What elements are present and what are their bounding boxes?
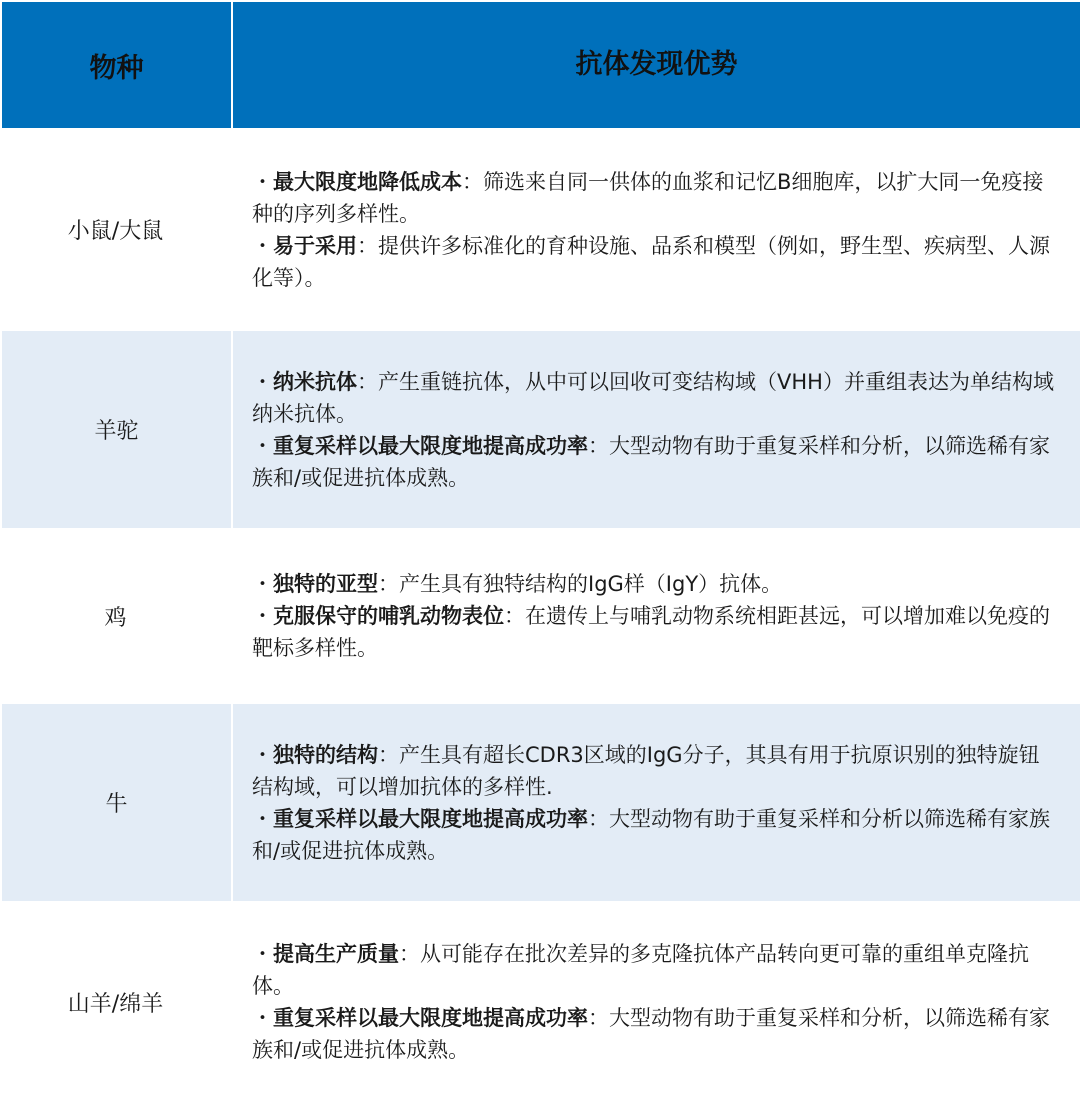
- advantage-text: 从可能存在批次差异的多克隆抗体产品转向更可靠的重组单克隆抗体。: [252, 942, 1029, 998]
- advantages-cell: [233, 704, 1080, 901]
- advantage-term: 提高生产质量: [273, 942, 399, 966]
- advantage-item: [252, 568, 1058, 600]
- advantage-text: 提供许多标准化的育种设施、品系和模型（例如，野生型、疾病型、人源化等）。: [252, 233, 1050, 290]
- advantage-term: 重复采样以最大限度地提高成功率: [273, 1006, 588, 1030]
- separator: ：: [378, 572, 399, 596]
- bullet: ・: [252, 604, 273, 628]
- advantage-term: 独特的亚型: [273, 572, 378, 596]
- bullet: ・: [252, 1006, 273, 1030]
- separator: ：: [462, 169, 483, 194]
- advantages-cell: [233, 331, 1080, 528]
- separator: ：: [504, 604, 525, 628]
- advantage-item: [252, 1002, 1058, 1066]
- bullet: ・: [252, 806, 273, 831]
- bullet: ・: [252, 742, 273, 767]
- table-row: [0, 704, 1080, 901]
- advantage-term: 独特的结构: [273, 742, 378, 767]
- advantage-item: [252, 938, 1058, 1002]
- advantage-term: 重复采样以最大限度地提高成功率: [273, 433, 588, 458]
- advantage-text: 筛选来自同一供体的血浆和记忆B细胞库，以扩大同一免疫接种的序列多样性。: [252, 169, 1044, 226]
- bullet: ・: [252, 572, 273, 596]
- advantage-text: 在遗传上与哺乳动物系统相距甚远，可以增加难以免疫的靶标多样性。: [252, 604, 1050, 660]
- bullet: ・: [252, 233, 273, 258]
- advantage-item: [252, 739, 1058, 803]
- advantage-term: 克服保守的哺乳动物表位: [273, 604, 504, 628]
- advantages-cell: [233, 901, 1080, 1103]
- bullet: ・: [252, 942, 273, 966]
- advantages-cell: [233, 528, 1080, 704]
- bullet: ・: [252, 369, 273, 394]
- separator: ：: [399, 942, 420, 966]
- advantage-item: [252, 230, 1058, 294]
- advantage-item: [252, 166, 1058, 230]
- bullet: ・: [252, 169, 273, 194]
- species-cell: 山羊/绵羊: [67, 991, 164, 1017]
- advantage-item: [252, 600, 1058, 664]
- table-row: [0, 528, 1080, 704]
- advantage-text: 大型动物有助于重复采样和分析以筛选稀有家族和/或促进抗体成熟。: [252, 806, 1050, 863]
- species-cell: 鸡: [104, 605, 127, 631]
- header-advantages: 抗体发现优势: [233, 2, 1080, 128]
- bullet: ・: [252, 433, 273, 458]
- table-row: [0, 901, 1080, 1103]
- advantage-term: 易于采用: [273, 233, 357, 258]
- separator: ：: [588, 433, 609, 458]
- advantages-cell: [233, 128, 1080, 331]
- advantage-text: 大型动物有助于重复采样和分析，以筛选稀有家族和/或促进抗体成熟。: [252, 1006, 1050, 1062]
- advantage-text: 产生重链抗体，从中可以回收可变结构域（VHH）并重组表达为单结构域纳米抗体。: [252, 369, 1054, 426]
- separator: ：: [357, 233, 378, 258]
- species-cell: 羊驼: [2, 331, 231, 528]
- advantage-item: [252, 803, 1058, 867]
- separator: ：: [588, 1006, 609, 1030]
- species-cell: 牛: [2, 704, 231, 901]
- advantage-text: 产生具有超长CDR3区域的IgG分子，其具有用于抗原识别的独特旋钮结构域，可以增加抗体的多样性.: [252, 742, 1040, 799]
- table-row: [0, 331, 1080, 528]
- table-row: [0, 128, 1080, 331]
- separator: ：: [378, 742, 399, 767]
- advantage-term: 最大限度地降低成本: [273, 169, 462, 194]
- species-cell: 小鼠/大鼠: [67, 219, 164, 244]
- separator: ：: [357, 369, 378, 394]
- advantage-text: 产生具有独特结构的IgG样（IgY）抗体。: [399, 572, 783, 596]
- header-species: 物种: [2, 2, 231, 128]
- separator: ：: [588, 806, 609, 831]
- advantage-text: 大型动物有助于重复采样和分析，以筛选稀有家族和/或促进抗体成熟。: [252, 433, 1050, 490]
- advantage-item: [252, 366, 1058, 430]
- advantage-term: 纳米抗体: [273, 369, 357, 394]
- table-header-row: [0, 2, 1080, 128]
- advantage-item: [252, 430, 1058, 494]
- advantage-term: 重复采样以最大限度地提高成功率: [273, 806, 588, 831]
